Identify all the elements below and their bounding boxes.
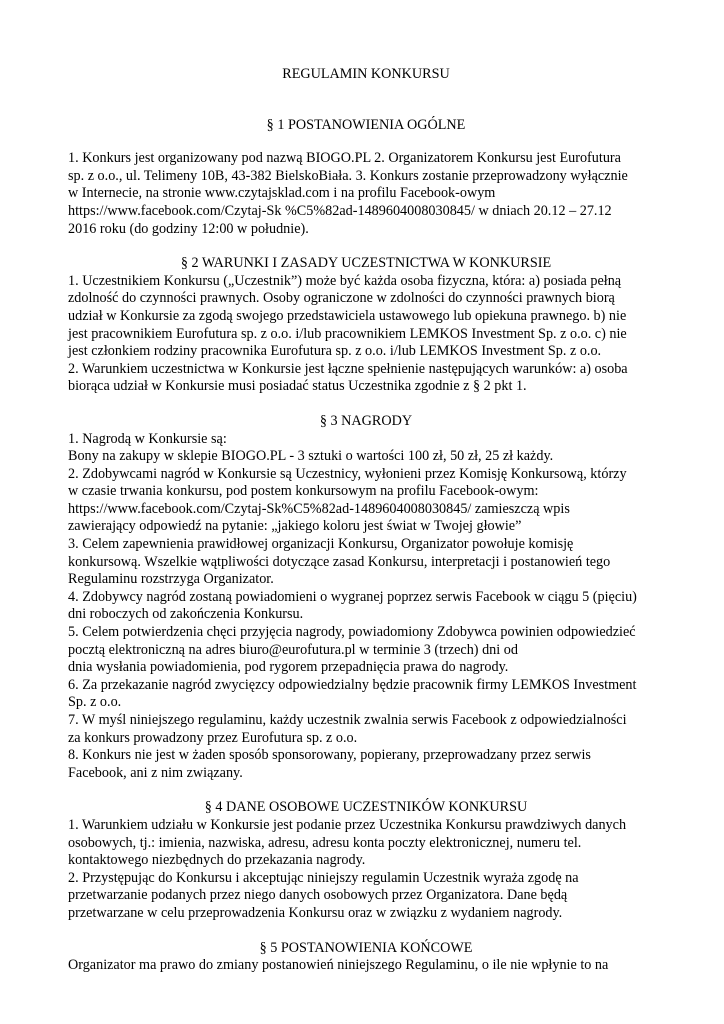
text-line: 1. Nagrodą w Konkursie są: xyxy=(68,430,227,447)
text-line: 4. Zdobywcy nagród zostaną powiadomieni o wygranej poprzez serwis Facebook w ciągu 5 (pięciu) xyxy=(68,588,637,605)
text-line: biorąca udział w Konkursie musi posiadać status Uczestnika zgodnie z § 2 pkt 1. xyxy=(68,378,527,395)
text-line: 2016 roku (do godziny 12:00 w południe). xyxy=(68,220,309,237)
section-heading: § 2 WARUNKI I ZASADY UCZESTNICTWA W KONKURSIE xyxy=(180,255,552,272)
text-line: osobowych, tj.: imienia, nazwiska, adresu, adresu konta poczty elektronicznej, numeru tel. xyxy=(68,834,582,851)
text-line: przetwarzane w celu przeprowadzenia Konkursu oraz w związku z wydaniem nagrody. xyxy=(68,904,563,921)
text-line: Facebook, ani z nim związany. xyxy=(68,764,243,781)
text-line: jest członkiem rodziny pracownika Eurofutura sp. z o.o. i/lub LEMKOS Investment Sp. z o.o. xyxy=(68,343,602,360)
text-line: konkursową. Wszelkie wątpliwości dotyczące zasad Konkursu, interpretacji i postanowień tego xyxy=(68,553,611,570)
text-line: 1. Uczestnikiem Konkursu („Uczestnik”) może być każda osoba fizyczna, która: a) posiada pełną xyxy=(68,272,622,289)
section-4 xyxy=(68,799,664,922)
text-line: dnia wysłania powiadomienia, pod rygorem przepadnięcia prawa do nagrody. xyxy=(68,659,509,676)
section-2 xyxy=(68,255,664,396)
text-line: pocztą elektroniczną na adres biuro@eurofutura.pl w terminie 3 (trzech) dni od xyxy=(68,641,518,658)
text-line: 8. Konkurs nie jest w żaden sposób sponsorowany, popierany, przeprowadzany przez serwis xyxy=(68,747,591,764)
text-line: jest pracownikiem Eurofutura sp. z o.o. i/lub pracownikiem LEMKOS Investment Sp. z o.o. c) nie xyxy=(68,325,627,342)
document-title: REGULAMIN KONKURSU xyxy=(282,66,450,82)
section-body xyxy=(68,817,664,923)
section-body xyxy=(68,150,664,238)
section-1 xyxy=(68,117,664,239)
text-line: Regulaminu rozstrzyga Organizator. xyxy=(68,571,274,588)
text-line: https://www.facebook.com/Czytaj-Sk%C5%82ad-1489604008030845/ zamieszczą wpis xyxy=(68,500,570,517)
section-heading: § 5 POSTANOWIENIA KOŃCOWE xyxy=(259,939,473,956)
text-line: w czasie trwania konkursu, pod postem konkursowym na profilu Facebook-owym: xyxy=(68,483,539,500)
text-line: 7. W myśl niniejszego regulaminu, każdy uczestnik zwalnia serwis Facebook z odpowiedzialności xyxy=(68,712,627,728)
text-line: zdolność do czynności prawnych. Osoby ograniczone w zdolności do czynności prawnych biorą xyxy=(68,290,615,307)
text-line: w Internecie, na stronie www.czytajsklad.com i na profilu Facebook-owym xyxy=(68,185,496,202)
text-line: Organizator ma prawo do zmiany postanowień niniejszego Regulaminu, o ile nie wpłynie to na xyxy=(68,957,609,974)
section-body xyxy=(68,273,664,396)
text-line: 2. Warunkiem uczestnictwa w Konkursie jest łączne spełnienie następujących warunków: a) osoba xyxy=(68,360,628,377)
section-3 xyxy=(68,413,664,782)
section-heading: § 4 DANE OSOBOWE UCZESTNIKÓW KONKURSU xyxy=(204,799,528,816)
text-line: Bony na zakupy w sklepie BIOGO.PL - 3 sztuki o wartości 100 zł, 50 zł, 25 zł każdy. xyxy=(68,448,554,465)
text-line: sp. z o.o., ul. Telimeny 10B, 43-382 BielskoBiała. 3. Konkurs zostanie przeprowadzony wyłącznie xyxy=(68,167,628,184)
text-line: za konkurs prowadzony przez Eurofutura sp. z o.o. xyxy=(68,729,358,746)
text-line: Sp. z o.o. xyxy=(68,694,122,711)
text-line: udział w Konkursie za zgodą swojego przedstawiciela ustawowego lub opiekuna prawnego. b) nie xyxy=(68,307,627,324)
text-line: 1. Konkurs jest organizowany pod nazwą BIOGO.PL 2. Organizatorem Konkursu jest Eurofutura xyxy=(68,150,621,167)
text-line: https://www.facebook.com/Czytaj-Sk %C5%82ad-1489604008030845/ w dniach 20.12 – 27.12 xyxy=(68,202,612,219)
text-line: 1. Warunkiem udziału w Konkursie jest podanie przez Uczestnika Konkursu prawdziwych danych xyxy=(68,816,627,833)
text-line: przetwarzanie podanych przez niego danych osobowych przez Organizatora. Dane będą xyxy=(68,887,568,904)
text-line: 2. Zdobywcami nagród w Konkursie są Uczestnicy, wyłonieni przez Komisję Konkursową, którzy xyxy=(68,465,627,482)
section-heading: § 1 POSTANOWIENIA OGÓLNE xyxy=(266,116,466,133)
section-body xyxy=(68,431,664,783)
section-body xyxy=(68,957,664,975)
text-line: kontaktowego niezbędnych do przekazania nagrody. xyxy=(68,852,366,869)
text-line: dni roboczych od zakończenia Konkursu. xyxy=(68,606,304,623)
text-line: 2. Przystępując do Konkursu i akceptując niniejszy regulamin Uczestnik wyraża zgodę na xyxy=(68,869,579,886)
text-line: 3. Celem zapewnienia prawidłowej organizacji Konkursu, Organizator powołuje komisję xyxy=(68,536,574,553)
text-line: zawierający odpowiedź na pytanie: „jakiego koloru jest świat w Twojej głowie” xyxy=(68,518,522,535)
text-line: 6. Za przekazanie nagród zwycięzcy odpowiedzialny będzie pracownik firmy LEMKOS Investment xyxy=(68,676,637,693)
section-heading: § 3 NAGRODY xyxy=(319,412,413,429)
text-line: 5. Celem potwierdzenia chęci przyjęcia nagrody, powiadomiony Zdobywca powinien odpowiedzieć xyxy=(68,624,636,641)
section-5 xyxy=(68,940,664,975)
